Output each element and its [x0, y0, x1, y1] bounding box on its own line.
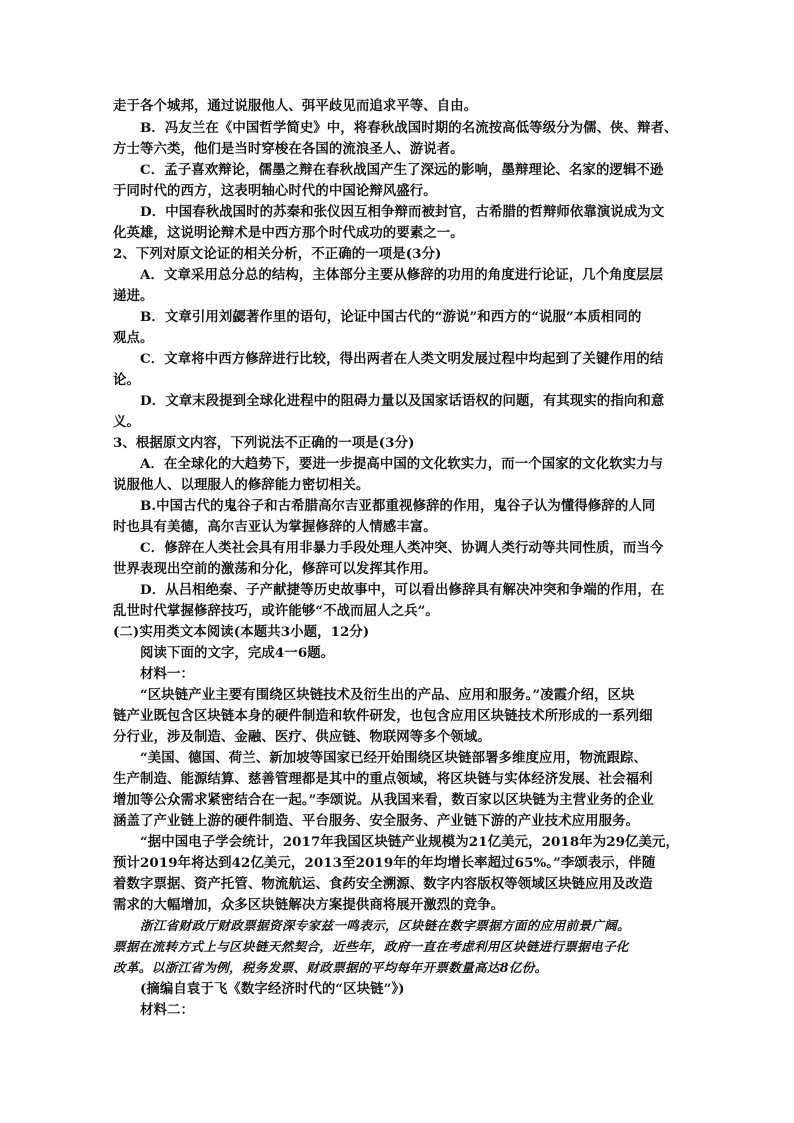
text-line: 方士等六类，他们是当时穿梭在各国的流浪圣人、游说者。 [113, 141, 464, 157]
text-line: 浙江省财政厅财政票据资深专家兹一鸣表示，区块链在数字票据方面的应用前景广阔。 [140, 918, 630, 933]
text-line: 生产制造、能源结算、慈善管理都是其中的重点领域，将区块链与实体经济发展、社会福利 [113, 771, 653, 787]
text-line: 预计2019年将达到42亿美元，2013至2019年的年均增长率超过65%。”李颂表示，伴随 [113, 855, 656, 871]
text-line: “区块链产业主要有围绕区块链技术及衍生出的产品、应用和服务。”凌霞介绍，区块 [140, 687, 635, 703]
text-line: 分行业，涉及制造、金融、医疗、供应链、物联网等多个领域。 [113, 729, 491, 745]
text-line: “据中国电子学会统计，2017年我国区块链产业规模为21亿美元，2018年为29亿美元， [140, 834, 680, 850]
text-line: 涵盖了产业链上游的硬件制造、平台服务、安全服务、产业链下游的产业技术应用服务。 [113, 813, 640, 829]
text-line: A．在全球化的大趋势下，要进一步提高中国的文化软实力，而一个国家的文化软实力与 [140, 456, 664, 472]
text-line: 走于各个城邦，通过说服他人、弭平歧见而追求平等、自由。 [113, 98, 478, 114]
text-line: 需求的大幅增加，众多区块链解决方案提供商将展开激烈的竞争。 [113, 897, 505, 913]
text-line: 义。 [113, 414, 140, 430]
text-line: 链产业既包含区块链本身的硬件制造和软件研发，也包含应用区块链技术所形成的一系列细 [113, 708, 653, 724]
question-heading: 2、下列对原文论证的相关分析，不正确的一项是(3分) [113, 246, 442, 262]
text-line: D．文章末段提到全球化进程中的阻碍力量以及国家话语权的问题，有其现实的指向和意 [140, 393, 665, 409]
text-line: 时也具有美德，高尔吉亚认为掌握修辞的人情感丰富。 [113, 519, 437, 535]
text-line: 增加等公众需求紧密结合在一起。”李颂说。从我国来看，数百家以区块链为主营业务的企业 [113, 792, 654, 808]
text-line: 说服他人、以理服人的修辞能力密切相关。 [113, 477, 370, 493]
text-line: 阅读下面的文字，完成4一6题。 [140, 645, 335, 661]
text-line: B．冯友兰在《中国哲学简史》中，将春秋战国时期的名流按高低等级分为儒、侠、辩者、 [140, 120, 678, 136]
text-line: D．从吕相绝秦、子产献捷等历史故事中，可以看出修辞具有解决冲突和争端的作用，在 [140, 582, 665, 598]
text-line: 于同时代的西方，这表明轴心时代的中国论辩风盛行。 [113, 183, 437, 199]
text-line: C．修辞在人类社会具有用非暴力手段处理人类冲突、协调人类行动等共同性质，而当今 [140, 540, 664, 556]
text-line: B．文章引用刘勰著作里的语句，论证中国古代的“游说”和西方的“说服”本质相同的 [140, 309, 642, 325]
text-line: C．文章将中西方修辞进行比较，得出两者在人类文明发展过程中均起到了关键作用的结 [140, 351, 664, 367]
section-heading: (二)实用类文本阅读(本题共3小题，12分) [113, 624, 370, 640]
citation: (摘编自袁于飞《数字经济时代的“区块链”》) [140, 981, 405, 997]
text-line: “美国、德国、荷兰、新加坡等国家已经开始围绕区块链部署多维度应用，物流跟踪、 [140, 750, 647, 766]
question-heading: 3、根据原文内容，下列说法不正确的一项是(3分) [113, 435, 415, 451]
text-line: 论。 [113, 372, 140, 388]
text-line: 乱世时代掌握修辞技巧，或许能够“不战而屈人之兵”。 [113, 603, 439, 619]
material-heading: 材料二： [140, 1002, 194, 1018]
text-line: 观点。 [113, 330, 154, 346]
text-line: 递进。 [113, 288, 154, 304]
text-line: C．孟子喜欢辩论，儒墨之辩在春秋战国产生了深远的影响，墨辩理论、名家的逻辑不逊 [140, 162, 664, 178]
text-line: 票据在流转方式上与区块链天然契合，近些年，政府一直在考虑利用区块链进行票据电子化 [113, 939, 629, 954]
text-line: A．文章采用总分总的结构，主体部分主要从修辞的功用的角度进行论证，几个角度层层 [140, 267, 664, 283]
text-line: 着数字票据、资产托管、物流航运、食药安全溯源、数字内容版权等领域区块链应用及改造 [113, 876, 653, 892]
text-line: D．中国春秋战国时的苏秦和张仪因互相争辩而被封官，古希腊的哲辩师依靠演说成为文 [140, 204, 665, 220]
text-line: 化英雄，这说明论辩术是中西方那个时代成功的要素之一。 [113, 225, 464, 241]
text-line: B.中国古代的鬼谷子和古希腊高尔吉亚都重视修辞的作用，鬼谷子认为懂得修辞的人同 [140, 498, 656, 514]
material-heading: 材料一： [140, 666, 194, 682]
text-line: 改革。以浙江省为例，税务发票、财政票据的平均每年开票数量高达8亿份。 [113, 960, 548, 975]
text-line: 世界表现出空前的激荡和分化，修辞可以发挥其作用。 [113, 561, 437, 577]
